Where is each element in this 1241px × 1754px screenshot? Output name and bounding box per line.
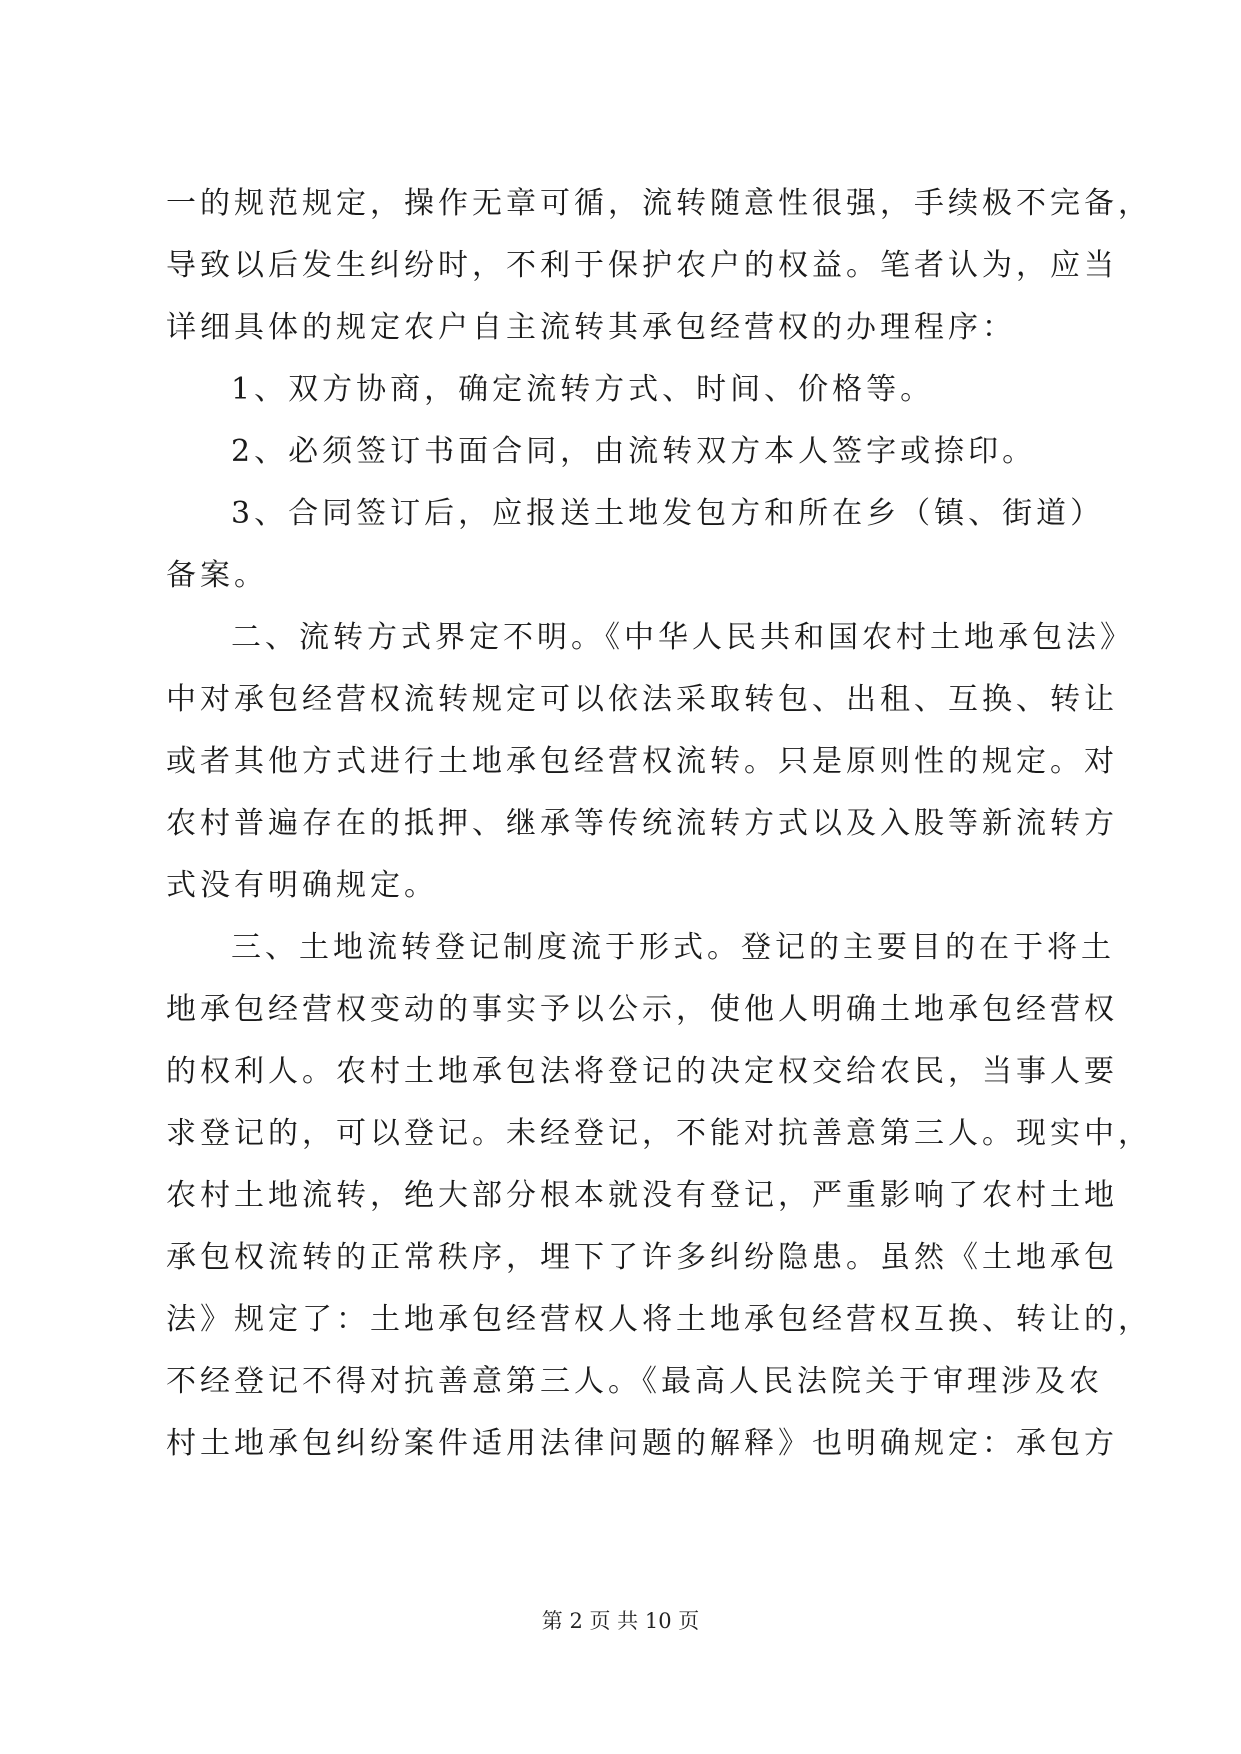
text-line: 式没有明确规定。 [166,868,438,903]
text-line: 农村普遍存在的抵押、继承等传统流转方式以及入股等新流转方 [166,806,1118,841]
text-line: 三、土地流转登记制度流于形式。登记的主要目的在于将土 [231,930,1115,965]
text-line: 村土地承包纠纷案件适用法律问题的解释》也明确规定：承包方 [166,1426,1118,1461]
text-line: 或者其他方式进行土地承包经营权流转。只是原则性的规定。对 [166,744,1118,779]
text-line: 3、合同签订后，应报送土地发包方和所在乡（镇、街道） [231,496,1105,531]
page-footer: 第 2 页 共 10 页 [541,1609,700,1633]
text-line: 导致以后发生纠纷时，不利于保护农户的权益。笔者认为，应当 [166,248,1118,283]
text-line: 中对承包经营权流转规定可以依法采取转包、出租、互换、转让 [166,682,1118,717]
text-line: 不经登记不得对抗善意第三人。《最高人民法院关于审理涉及农 [166,1364,1103,1399]
text-line: 一的规范规定，操作无章可循，流转随意性很强，手续极不完备， [166,186,1152,221]
text-line: 详细具体的规定农户自主流转其承包经营权的办理程序： [166,310,1016,345]
text-line: 二、流转方式界定不明。《中华人民共和国农村土地承包法》 [231,620,1134,655]
text-line: 2、必须签订书面合同，由流转双方本人签字或捺印。 [231,434,1037,469]
text-line: 1、双方协商，确定流转方式、时间、价格等。 [231,372,935,407]
text-line: 的权利人。农村土地承包法将登记的决定权交给农民，当事人要 [166,1054,1118,1089]
text-line: 法》规定了：土地承包经营权人将土地承包经营权互换、转让的， [166,1302,1152,1337]
text-line: 承包权流转的正常秩序，埋下了许多纠纷隐患。虽然《土地承包 [166,1240,1118,1275]
text-line: 地承包经营权变动的事实予以公示，使他人明确土地承包经营权 [166,992,1118,1027]
text-line: 求登记的，可以登记。未经登记，不能对抗善意第三人。现实中， [166,1116,1152,1151]
text-line: 备案。 [166,558,268,593]
text-line: 农村土地流转，绝大部分根本就没有登记，严重影响了农村土地 [166,1178,1118,1213]
